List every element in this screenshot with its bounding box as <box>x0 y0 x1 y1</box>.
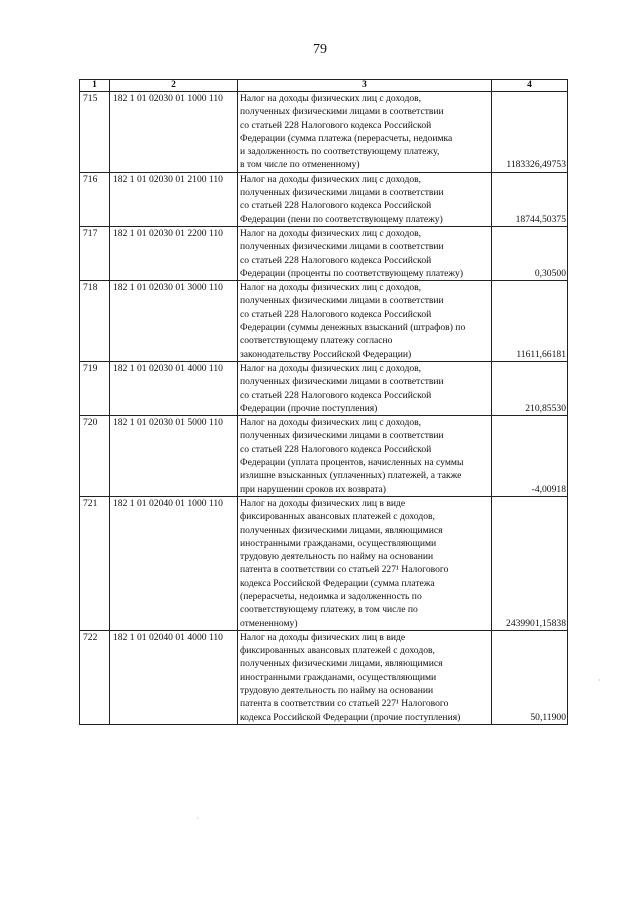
table-row <box>80 92 568 173</box>
revenue-name-line: трудовую деятельность по найму на основании <box>240 685 434 697</box>
table-row <box>80 172 568 226</box>
revenue-name <box>238 630 492 724</box>
budget-classification-code: 182 1 01 02030 01 4000 110 <box>110 361 238 415</box>
revenue-name-line: полученных физическими лицами в соответствии <box>240 106 444 118</box>
revenue-name-line: кодекса Российской Федерации (сумма платежа <box>240 577 435 589</box>
revenue-name-line: патента в соответствии со статьей 227¹ Налогового <box>240 564 449 576</box>
revenue-amount: -4,00918 <box>492 416 568 497</box>
revenue-name-line: Федерации (уплата процентов, начисленных на суммы <box>240 457 464 469</box>
revenue-name-line: полученных физическими лицами в соответствии <box>240 376 444 388</box>
revenue-name-line: соответствующему платежу, в том числе по <box>240 604 418 616</box>
revenue-name-line: Федерации (сумма платежа (перерасчеты, недоимка <box>240 132 453 144</box>
revenue-name-line: патента в соответствии со статьей 227¹ Налогового <box>240 698 449 710</box>
revenue-name-line: полученных физическими лицами, являющимися <box>240 658 443 670</box>
revenue-amount: 210,85530 <box>492 361 568 415</box>
revenue-name-line: иностранными гражданами, осуществляющими <box>240 537 437 549</box>
column-header-2: 2 <box>110 80 238 92</box>
page-number: 79 <box>313 42 327 57</box>
row-number: 716 <box>80 172 110 226</box>
column-header-3: 3 <box>238 80 492 92</box>
revenue-name-line: соответствующему платежу согласно <box>240 335 393 347</box>
revenue-name-line: полученных физическими лицами, являющимися <box>240 524 443 536</box>
revenue-name-line: Федерации (проценты по соответствующему платежу) <box>240 267 464 279</box>
revenue-name-line: со статьей 228 Налогового кодекса Российской <box>240 200 432 212</box>
revenue-name-line: (перерасчеты, недоимка и задолженность по <box>240 590 422 602</box>
revenue-amount: 1183326,49753 <box>492 92 568 173</box>
revenue-name-line: Налог на доходы физических лиц с доходов, <box>240 417 422 429</box>
revenue-name-line: полученных физическими лицами в соответствии <box>240 241 444 253</box>
scan-speck: · <box>196 814 199 823</box>
row-number: 721 <box>80 496 110 630</box>
budget-revenue-table <box>79 79 568 725</box>
table-row <box>80 496 568 630</box>
revenue-amount: 0,30500 <box>492 226 568 280</box>
revenue-name-line: Федерации (суммы денежных взысканий (штрафов) по <box>240 322 466 334</box>
revenue-name-line: Налог на доходы физических лиц с доходов, <box>240 227 422 239</box>
table-row <box>80 281 568 362</box>
revenue-name-line: Федерации (пени по соответствующему платежу) <box>240 213 443 225</box>
revenue-name-line: излишне взысканных (уплаченных) платежей, а также <box>240 470 462 482</box>
revenue-name-line: кодекса Российской Федерации (прочие поступления) <box>240 711 461 723</box>
revenue-name-line: Налог на доходы физических лиц в виде <box>240 497 406 509</box>
table-row <box>80 416 568 497</box>
revenue-amount: 2439901,15838 <box>492 496 568 630</box>
revenue-name-line: и задолженность по соответствующему платежу, <box>240 146 440 158</box>
revenue-name-line: иностранными гражданами, осуществляющими <box>240 671 437 683</box>
revenue-name-line: фиксированных авансовых платежей с доходов, <box>240 645 435 657</box>
row-number: 722 <box>80 630 110 724</box>
revenue-name-line: отмененному) <box>240 617 298 629</box>
table-row <box>80 630 568 724</box>
revenue-name-line: фиксированных авансовых платежей с доходов, <box>240 511 435 523</box>
column-header-1: 1 <box>80 80 110 92</box>
budget-classification-code: 182 1 01 02030 01 5000 110 <box>110 416 238 497</box>
revenue-name-line: законодательству Российской Федерации) <box>240 348 412 360</box>
row-number: 718 <box>80 281 110 362</box>
row-number: 719 <box>80 361 110 415</box>
budget-classification-code: 182 1 01 02030 01 1000 110 <box>110 92 238 173</box>
revenue-amount: 11611,66181 <box>492 281 568 362</box>
row-number: 717 <box>80 226 110 280</box>
revenue-name <box>238 226 492 280</box>
revenue-name-line: полученных физическими лицами в соответствии <box>240 187 444 199</box>
revenue-name-line: полученных физическими лицами в соответствии <box>240 295 444 307</box>
revenue-name-line: Федерации (прочие поступления) <box>240 402 378 414</box>
revenue-name-line: Налог на доходы физических лиц в виде <box>240 631 406 643</box>
budget-classification-code: 182 1 01 02030 01 3000 110 <box>110 281 238 362</box>
revenue-name-line: со статьей 228 Налогового кодекса Российской <box>240 119 432 131</box>
revenue-name-line: Налог на доходы физических лиц с доходов, <box>240 93 422 104</box>
budget-classification-code: 182 1 01 02030 01 2200 110 <box>110 226 238 280</box>
revenue-name <box>238 172 492 226</box>
revenue-name <box>238 416 492 497</box>
budget-classification-code: 182 1 01 02040 01 4000 110 <box>110 630 238 724</box>
revenue-name-line: полученных физическими лицами в соответствии <box>240 430 444 442</box>
revenue-name <box>238 496 492 630</box>
revenue-amount: 18744,50375 <box>492 172 568 226</box>
revenue-name <box>238 361 492 415</box>
budget-classification-code: 182 1 01 02030 01 2100 110 <box>110 172 238 226</box>
revenue-name-line: со статьей 228 Налогового кодекса Российской <box>240 389 432 401</box>
row-number: 715 <box>80 92 110 173</box>
revenue-name <box>238 281 492 362</box>
budget-classification-code: 182 1 01 02040 01 1000 110 <box>110 496 238 630</box>
revenue-name-line: Налог на доходы физических лиц с доходов, <box>240 173 422 185</box>
table-row <box>80 361 568 415</box>
revenue-name-line: трудовую деятельность по найму на основании <box>240 551 434 563</box>
revenue-name-line: Налог на доходы физических лиц с доходов, <box>240 362 422 374</box>
column-header-4: 4 <box>492 80 568 92</box>
revenue-name-line: со статьей 228 Налогового кодекса Российской <box>240 254 432 266</box>
revenue-name-line: Налог на доходы физических лиц с доходов, <box>240 282 422 294</box>
revenue-name-line: при нарушении сроков их возврата) <box>240 483 386 495</box>
table-header-row <box>80 80 568 92</box>
revenue-amount: 50,11900 <box>492 630 568 724</box>
revenue-name-line: со статьей 228 Налогового кодекса Российской <box>240 443 432 455</box>
revenue-name-line: со статьей 228 Налогового кодекса Российской <box>240 308 432 320</box>
row-number: 720 <box>80 416 110 497</box>
revenue-name <box>238 92 492 173</box>
revenue-name-line: в том числе по отмененному) <box>240 159 360 171</box>
table-row <box>80 226 568 280</box>
scan-speck: · <box>598 676 601 685</box>
